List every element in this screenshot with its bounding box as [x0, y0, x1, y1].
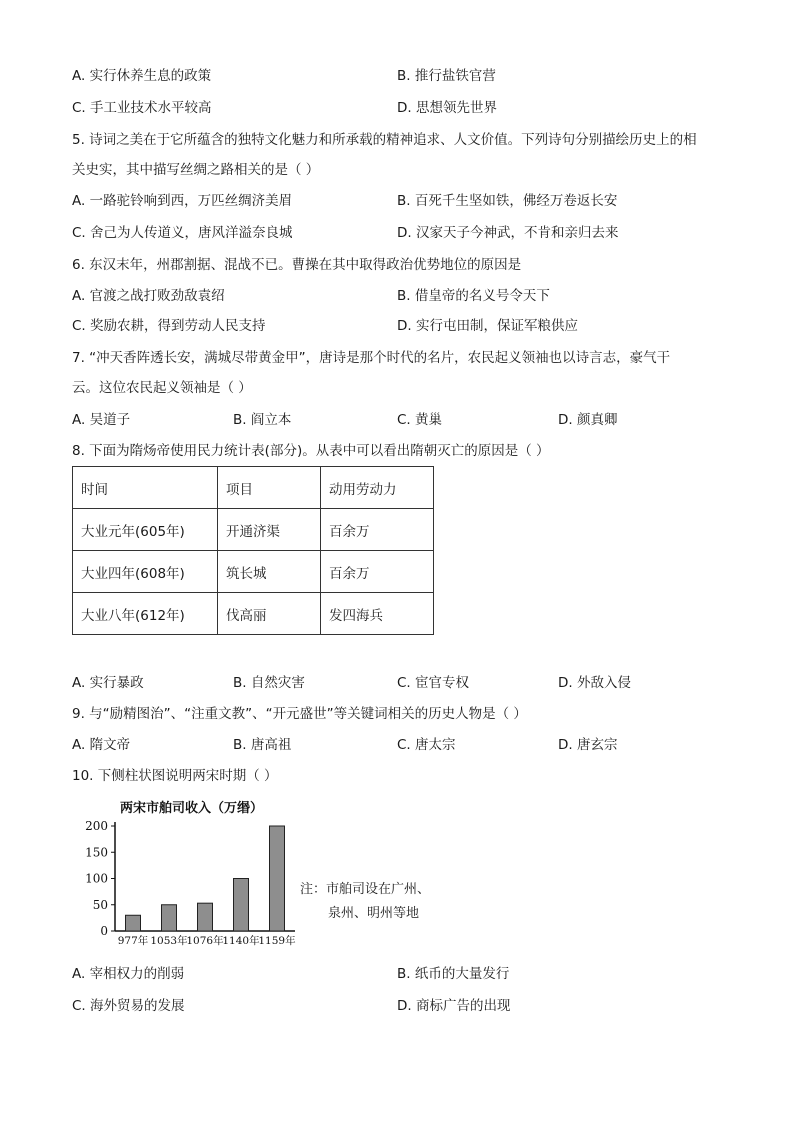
q8-option-a: A. 实行暴政: [72, 675, 144, 691]
y-tick-label: 150: [85, 845, 108, 860]
q8-option-d: D. 外敌入侵: [558, 675, 631, 691]
bar: [126, 915, 141, 931]
table-cell: 筑长城: [218, 551, 321, 593]
q5-stem-line2: 关史实，其中描写丝绸之路相关的是（ ）: [72, 162, 320, 178]
chart-title: 两宋市舶司收入（万缗）: [120, 801, 264, 816]
table-cell: 伐高丽: [218, 593, 321, 635]
table-cell: 开通济渠: [218, 509, 321, 551]
q7-option-c: C. 黄巢: [397, 412, 443, 428]
q6-option-b: B. 借皇帝的名义号令天下: [397, 288, 550, 304]
bar: [198, 903, 213, 931]
q5-option-d: D. 汉家天子今神武，不肯和亲归去来: [397, 225, 619, 241]
labor-table: [72, 466, 434, 635]
chart-note-line2: 泉州、明州等地: [328, 906, 420, 921]
y-tick-label: 200: [85, 819, 108, 833]
table-cell: 大业八年(612年): [73, 593, 218, 635]
q5-option-a: A. 一路驼铃响到西，万匹丝绸济美眉: [72, 193, 293, 209]
q8-stem: 8. 下面为隋炀帝使用民力统计表(部分)。从表中可以看出隋朝灭亡的原因是（ ）: [72, 443, 550, 459]
q4-option-b: B. 推行盐铁官营: [397, 68, 496, 84]
x-tick-label: 977年: [117, 935, 149, 947]
x-tick-label: 1159年: [258, 935, 296, 947]
x-tick-label: 1076年: [186, 935, 224, 947]
chart-note-line1: 注：市舶司设在广州、: [300, 882, 431, 897]
q7-option-d: D. 颜真卿: [558, 412, 618, 428]
q6-option-a: A. 官渡之战打败劲敌袁绍: [72, 288, 225, 304]
y-tick-label: 50: [92, 897, 108, 912]
q4-option-d: D. 思想领先世界: [397, 100, 497, 116]
q9-option-a: A. 隋文帝: [72, 737, 131, 753]
q8-option-c: C. 宦官专权: [397, 675, 470, 691]
q7-option-a: A. 吴道子: [72, 412, 131, 428]
table-header-cell: 动用劳动力: [321, 467, 434, 509]
table-row: [73, 593, 434, 635]
bar: [162, 905, 177, 931]
table-header-row: [73, 467, 434, 509]
table-cell: 大业元年(605年): [73, 509, 218, 551]
q4-option-a: A. 实行休养生息的政策: [72, 68, 212, 84]
q7-stem-line1: 7. “冲天香阵透长安，满城尽带黄金甲”，唐诗是那个时代的名片，农民起义领袖也以诗言志，豪气干: [72, 350, 671, 366]
q9-option-d: D. 唐玄宗: [558, 737, 618, 753]
x-tick-label: 1053年: [150, 935, 188, 947]
table-cell: 发四海兵: [321, 593, 434, 635]
q5-option-c: C. 舍己为人传道义，唐风洋溢奈良城: [72, 225, 293, 241]
table-cell: 百余万: [321, 509, 434, 551]
bar: [234, 879, 249, 932]
q9-option-c: C. 唐太宗: [397, 737, 456, 753]
q10-option-a: A. 宰相权力的削弱: [72, 966, 185, 982]
q5-option-b: B. 百死千生坚如铁，佛经万卷返长安: [397, 193, 618, 209]
table-header-cell: 项目: [218, 467, 321, 509]
q9-option-b: B. 唐高祖: [233, 737, 292, 753]
table-header-cell: 时间: [73, 467, 218, 509]
q9-stem: 9. 与“励精图治”、“注重文教”、“开元盛世”等关键词相关的历史人物是（ ）: [72, 706, 527, 722]
bar-chart: [70, 796, 450, 952]
q6-option-c: C. 奖励农耕，得到劳动人民支持: [72, 318, 266, 334]
y-tick-label: 100: [85, 871, 108, 886]
q10-option-d: D. 商标广告的出现: [397, 998, 511, 1014]
table-row: [73, 509, 434, 551]
q10-option-c: C. 海外贸易的发展: [72, 998, 185, 1014]
bar: [270, 826, 285, 931]
q10-option-b: B. 纸币的大量发行: [397, 966, 510, 982]
q8-option-b: B. 自然灾害: [233, 675, 305, 691]
x-tick-label: 1140年: [222, 935, 260, 947]
q7-option-b: B. 阎立本: [233, 412, 292, 428]
q5-stem-line1: 5. 诗词之美在于它所蕴含的独特文化魅力和所承载的精神追求、人文价值。下列诗句分别描绘历史上的相: [72, 132, 697, 148]
table-cell: 大业四年(608年): [73, 551, 218, 593]
table-cell: 百余万: [321, 551, 434, 593]
y-tick-label: 0: [100, 924, 108, 938]
q10-stem: 10. 下侧柱状图说明两宋时期（ ）: [72, 768, 278, 784]
q7-stem-line2: 云。这位农民起义领袖是（ ）: [72, 380, 252, 396]
table-row: [73, 551, 434, 593]
q6-option-d: D. 实行屯田制，保证军粮供应: [397, 318, 578, 334]
q6-stem: 6. 东汉末年，州郡割据、混战不已。曹操在其中取得政治优势地位的原因是: [72, 257, 522, 273]
q4-option-c: C. 手工业技术水平较高: [72, 100, 212, 116]
